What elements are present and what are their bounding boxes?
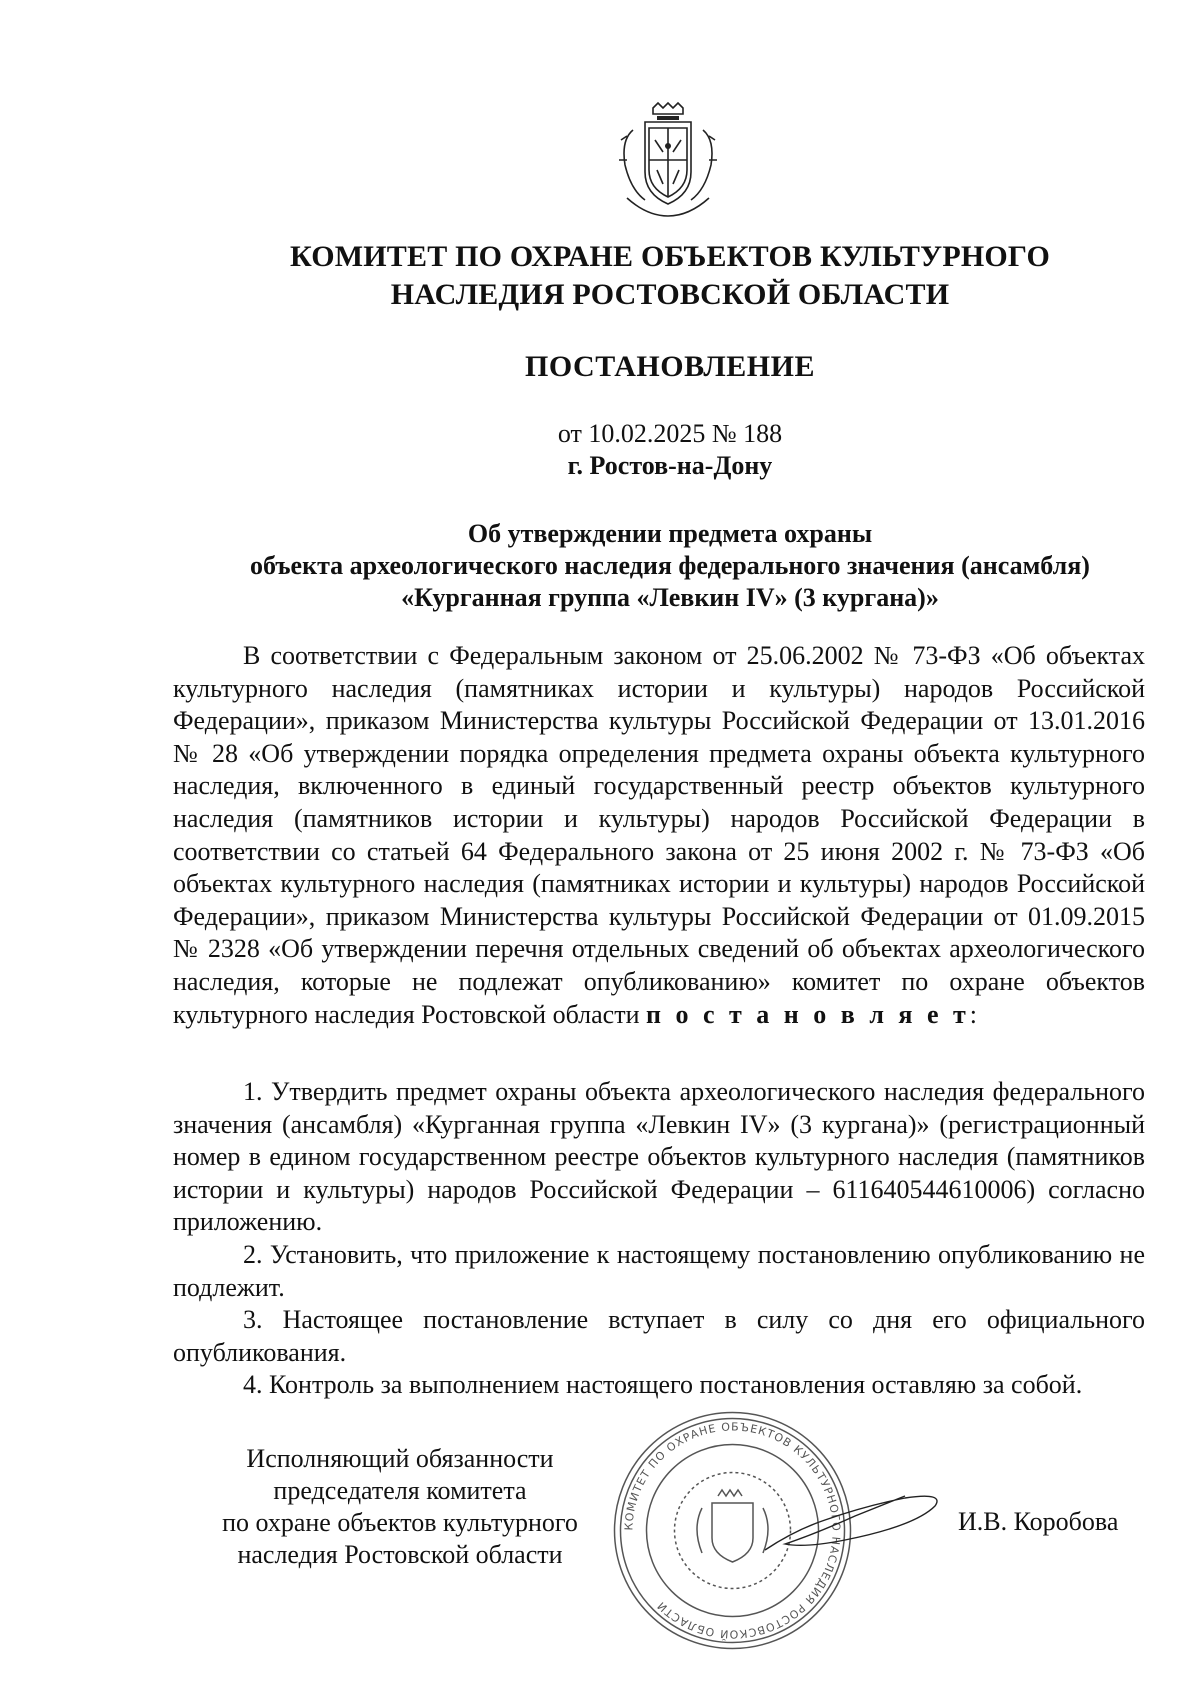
decree-word: п о с т а н о в л я е т — [646, 999, 970, 1029]
organization-title — [150, 238, 1190, 314]
document-subject — [150, 518, 1190, 614]
coat-of-arms-icon — [613, 100, 723, 220]
preamble-colon: : — [969, 999, 978, 1029]
handwritten-signature-icon — [760, 1480, 960, 1570]
preamble-text: В соответствии с Федеральным законом от 25.06.2002 № 73-ФЗ «Об объектах культурного наследия (памятниках истории и культуры) народов Российской Федерации», приказом Министерства культуры Российской Федерации от 13.01.2016 № 28 «Об утверждении порядка определения предмета охраны объекта культурного наследия, включенного в единый государственный реестр объектов культурного наследия (памятников истории и культуры) народов Российской Федерации в соответствии со статьей 64 Федерального закона от 25 июня 2002 г. № 73-ФЗ «Об объектах культурного наследия (памятниках истории и культуры) народов Российской Федерации», приказом Министерства культуры Российской Федерации от 01.09.2015 № 2328 «Об утверждении перечня отдельных сведений об объектах археологического наследия, которые не подлежат опубликованию» комитет по охране объектов культурного наследия Ростовской области — [173, 641, 1145, 1029]
position-line-3: по охране объектов культурного — [222, 1508, 578, 1537]
document-type: ПОСТАНОВЛЕНИЕ — [525, 350, 815, 383]
preamble — [173, 640, 1145, 1031]
org-line-1: КОМИТЕТ ПО ОХРАНЕ ОБЪЕКТОВ КУЛЬТУРНОГО — [290, 240, 1050, 273]
position-line-2: председателя комитета — [273, 1476, 527, 1505]
subject-line-2: объекта археологического наследия федерального значения (ансамбля) — [250, 551, 1090, 580]
date-number: от 10.02.2025 № 188 — [557, 419, 783, 448]
subject-line-1: Об утверждении предмета охраны — [467, 519, 873, 548]
seal-text: КОМИТЕТ ПО ОХРАНЕ ОБЪЕКТОВ КУЛЬТУРНОГО НАСЛЕДИЯ РОСТОВСКОЙ ОБЛАСТИ — [622, 1420, 843, 1641]
signer-name: И.В. Коробова — [958, 1507, 1119, 1536]
subject-line-3: «Курганная группа «Левкин IV» (3 кургана)» — [401, 583, 939, 612]
city: г. Ростов-на-Дону — [567, 451, 773, 480]
list-item: 3. Настоящее постановление вступает в силу со дня его официального опубликования. — [173, 1305, 1145, 1367]
list-item: 1. Утвердить предмет охраны объекта археологического наследия федерального значения (ансамбля) «Курганная группа «Левкин IV» (3 кургана)» (регистрационный номер в едином государственном реестре объектов культурного наследия (памятников истории и культуры) народов Российской Федерации – 611640544610006) согласно приложению. — [173, 1077, 1145, 1237]
org-line-2: НАСЛЕДИЯ РОСТОВСКОЙ ОБЛАСТИ — [390, 278, 950, 311]
list-item: 2. Установить, что приложение к настоящему постановлению опубликованию не подлежит. — [173, 1239, 1145, 1302]
decree-items — [173, 1076, 1145, 1402]
signer-position — [190, 1443, 610, 1571]
list-item: 4. Контроль за выполнением настоящего постановления оставляю за собой. — [243, 1370, 1083, 1400]
position-line-1: Исполняющий обязанности — [246, 1444, 554, 1473]
position-line-4: наследия Ростовской области — [237, 1540, 563, 1569]
preamble-paragraph — [173, 640, 1145, 1031]
